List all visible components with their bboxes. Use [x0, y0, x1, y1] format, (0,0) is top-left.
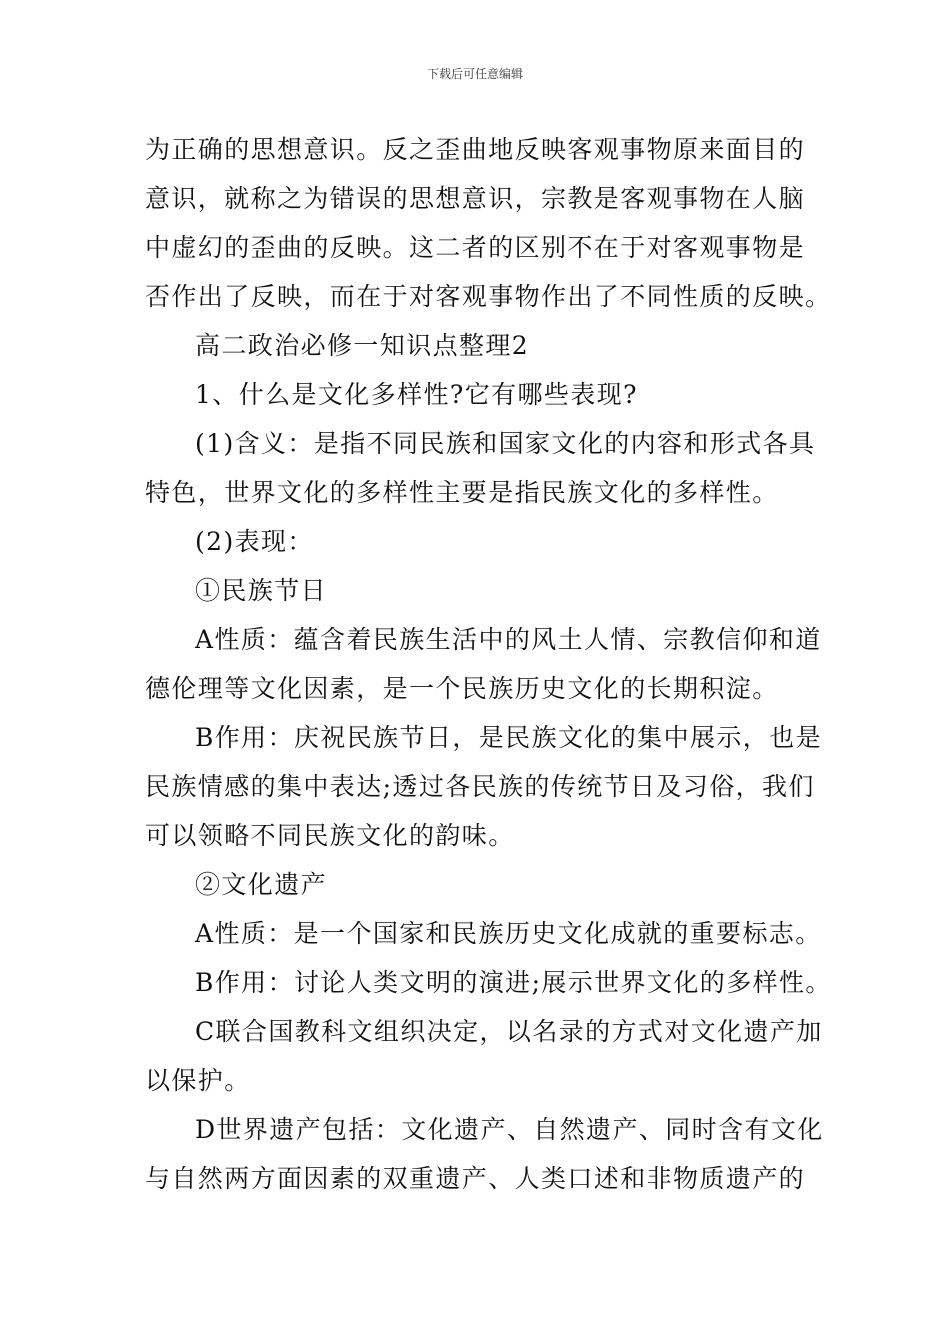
subheading: (2)表现：	[195, 527, 314, 556]
paragraph-line: B作用：庆祝民族节日，是民族文化的集中展示，也是	[195, 723, 822, 752]
paragraph-line: D世界遗产包括：文化遗产、自然遗产、同时含有文化	[195, 1115, 824, 1144]
paragraph-line: (1)含义：是指不同民族和国家文化的内容和形式各具	[195, 429, 816, 458]
text-line: 否作出了反映，而在于对客观事物作出了不同性质的反映。	[145, 282, 832, 311]
paragraph-line: A性质：蕴含着民族生活中的风土人情、宗教信仰和道	[195, 625, 822, 654]
subheading: ②文化遗产	[195, 870, 328, 899]
paragraph-line: B作用：讨论人类文明的演进;展示世界文化的多样性。	[195, 968, 832, 997]
section-heading: 高二政治必修一知识点整理2	[195, 331, 530, 360]
text-line: 与自然两方面因素的双重遗产、人类口述和非物质遗产的	[145, 1164, 806, 1193]
paragraph-line: A性质：是一个国家和民族历史文化成就的重要标志。	[195, 919, 822, 948]
text-line: 为正确的思想意识。反之歪曲地反映客观事物原来面目的	[145, 135, 806, 164]
text-line: 意识，就称之为错误的思想意识，宗教是客观事物在人脑	[145, 184, 806, 213]
question-heading: 1、什么是文化多样性?它有哪些表现?	[195, 380, 638, 409]
text-line: 德伦理等文化因素，是一个民族历史文化的长期积淀。	[145, 674, 779, 703]
subheading: ①民族节日	[195, 576, 328, 605]
page-header: 下载后可任意编辑	[426, 67, 523, 81]
text-line: 特色，世界文化的多样性主要是指民族文化的多样性。	[145, 478, 779, 507]
paragraph-line: C联合国教科文组织决定，以名录的方式对文化遗产加	[195, 1017, 823, 1046]
text-line: 中虚幻的歪曲的反映。这二者的区别不在于对客观事物是	[145, 233, 806, 262]
text-line: 民族情感的集中表达;透过各民族的传统节日及习俗，我们	[145, 772, 815, 801]
text-line: 以保护。	[145, 1066, 251, 1095]
document-body	[145, 125, 832, 1203]
text-line: 可以领略不同民族文化的韵味。	[145, 821, 515, 850]
